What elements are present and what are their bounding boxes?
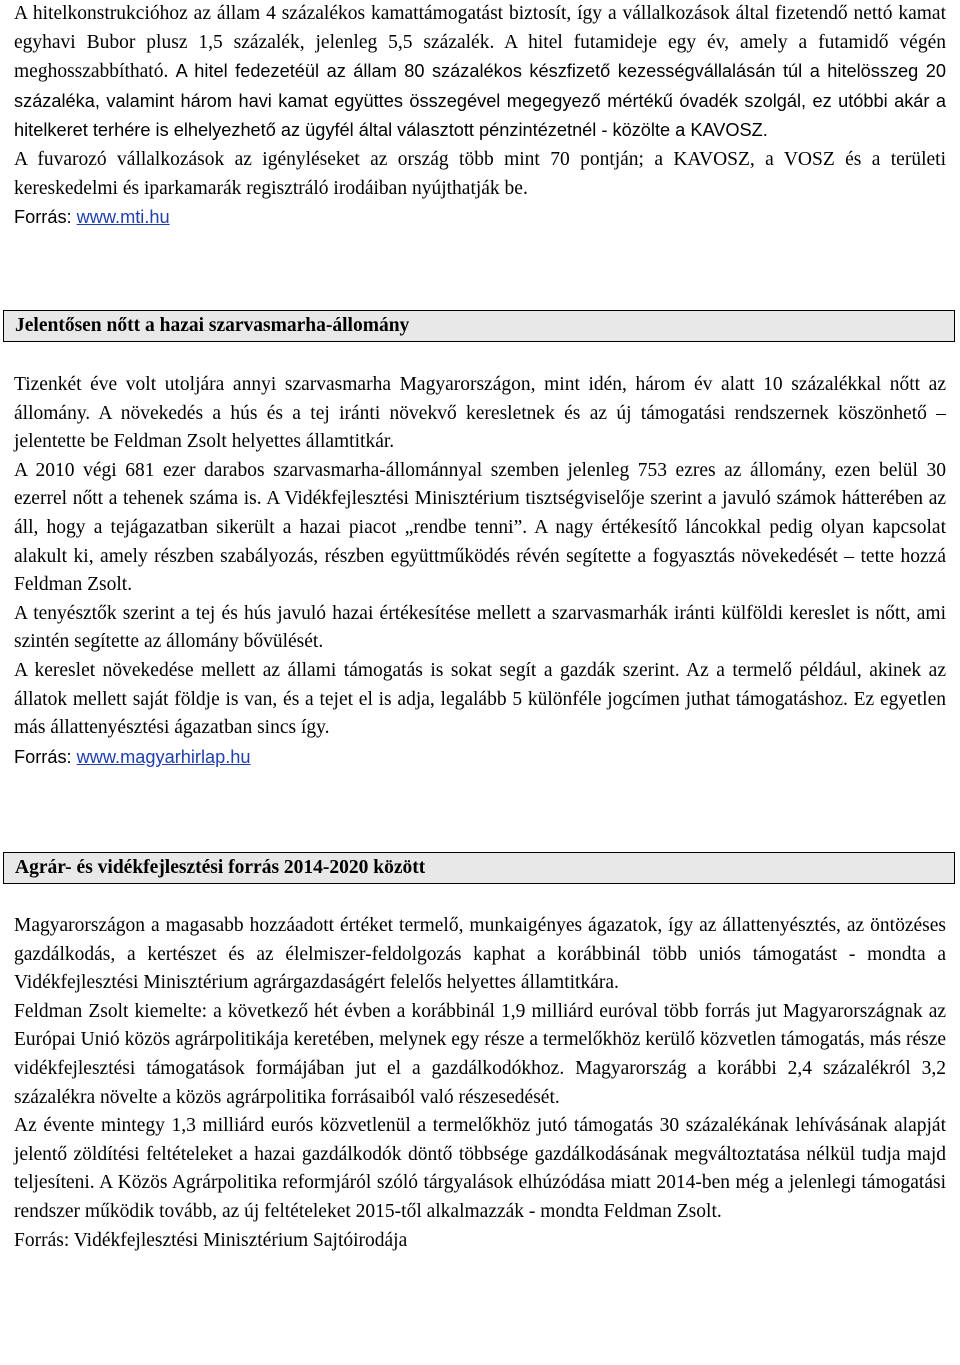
- article-2-paragraph-1: Tizenkét éve volt utoljára annyi szarvasmarha Magyarországon, mint idén, három év alatt 10 százalékkal nőtt az állomány. A növekedés a hús és a tej iránti növekvő keresletnek és az új támogatási rendszernek köszönhető – jelentette be Feldman Zsolt helyettes államtitkár.: [14, 374, 946, 453]
- article-2-source: [14, 743, 946, 772]
- article-2-paragraph-3: A tenyésztők szerint a tej és hús javuló hazai értékesítése mellett a szarvasmarhák iránti külföldi kereslet is nőtt, ami szintén segítette az állomány bővülését.: [14, 602, 946, 653]
- article-1-paragraph-1-a: A hitelkonstrukcióhoz az állam 4 százalékos kamattámogatást biztosít, így a vállalkozások által fizetendő nettó kamat egyhavi Bubor plusz 1,5 százalék, jelenleg 5,5 százalék. A hitel futamideje egy év, amely a futamidő végén meghosszabbítható.: [14, 3, 946, 83]
- article-2-source-link[interactable]: www.magyarhirlap.hu: [76, 746, 251, 767]
- article-3-source: Forrás: Vidékfejlesztési Minisztérium Sajtóirodája: [14, 1229, 408, 1251]
- article-3-heading: Agrár- és vidékfejlesztési forrás 2014-2020 között: [3, 852, 955, 884]
- article-1-source-label: Forrás:: [14, 207, 77, 228]
- article-1: [14, 0, 946, 232]
- article-2-source-label: Forrás:: [14, 746, 77, 767]
- article-3-paragraph-3: Az évente mintegy 1,3 milliárd eurós közvetlenül a termelőkhöz jutó támogatás 30 százalékának lehívásának alapját jelentő zöldítési feltételeket a hazai gazdálkodók döntő többsége gazdálkodásának megváltoztatása nélkül tudja majd teljesíteni. A Közös Agrárpolitika reformjáról szóló tárgyalások elhúzódása miatt 2014-ben még a jelenlegi támogatási rendszer működik tovább, az új feltételeket 2015-től alkalmazzák - mondta Feldman Zsolt.: [14, 1115, 946, 1222]
- article-2-paragraph-4: A kereslet növekedése mellett az állami támogatás is sokat segít a gazdák szerint. Az a termelő például, akinek az állatok mellett saját földje is van, és a tejet el is adja, legalább 5 különféle jogcímen juthat támogatáshoz. Ez egyetlen más állattenyésztési ágazatban sincs így.: [14, 659, 946, 739]
- article-3-paragraph-2: Feldman Zsolt kiemelte: a következő hét évben a korábbinál 1,9 milliárd euróval több forrás jut Magyarországnak az Európai Unió közös agrárpolitikája keretében, melynek egy része a termelőkhöz kerülő közvetlen támogatás, más része vidékfejlesztési támogatások formájában jut el a gazdálkodókhoz. Magyarország a korábbi 2,4 százalékról 3,2 százalékra növelte a közös agrárpolitika forrásaiból való részesedését.: [14, 1000, 946, 1108]
- article-1-paragraph-2: A fuvarozó vállalkozások az igényléseket az ország több mint 70 pontján; a KAVOSZ, a VOSZ és a területi kereskedelmi és iparkamarák regisztráló irodáiban nyújthatják be.: [14, 148, 946, 199]
- article-3-paragraph-1: Magyarországon a magasabb hozzáadott értéket termelő, munkaigényes ágazatok, így az állattenyésztés, az öntözéses gazdálkodás, a kertészet és az élelmiszer-feldolgozás kaphat a korábbinál több uniós támogatást - mondta a Vidékfejlesztési Minisztérium agrárgazdaságért felelős helyettes államtitkára.: [14, 915, 946, 994]
- article-1-paragraph-1: [14, 0, 946, 146]
- article-1-paragraph-1-b: A hitel fedezetéül az állam 80 százalékos készfizető kezességvállalásán túl a hitelösszeg 20 százaléka, valamint három havi kamat együttes összegével megegyező mértékű óvadék szolgál, ez utóbbi akár a hitelkeret terhére is elhelyezhető az ügyfél által választott pénzintézetnél - közölte a KAVOSZ.: [14, 61, 947, 141]
- article-1-source: [14, 203, 946, 232]
- article-1-source-link[interactable]: www.mti.hu: [76, 207, 170, 228]
- article-2-paragraph-2: A 2010 végi 681 ezer darabos szarvasmarha-állománnyal szemben jelenleg 753 ezres az állomány, ezen belül 30 ezerrel nőtt a tehenek száma is. A Vidékfejlesztési Minisztérium tisztségviselője szerint a javuló számok hátterében az áll, hogy a tejágazatban sikerült a hazai piacot „rendbe tenni”. A nagy értékesítő láncokkal pedig olyan kapcsolat alakult ki, amely részben szabályozás, részben együttműködés révén segítette a fogyasztás növekedését – tette hozzá Feldman Zsolt.: [14, 459, 946, 596]
- article-3: [14, 912, 946, 1255]
- article-2-heading: Jelentősen nőtt a hazai szarvasmarha-állomány: [3, 310, 955, 342]
- article-2: [14, 371, 946, 771]
